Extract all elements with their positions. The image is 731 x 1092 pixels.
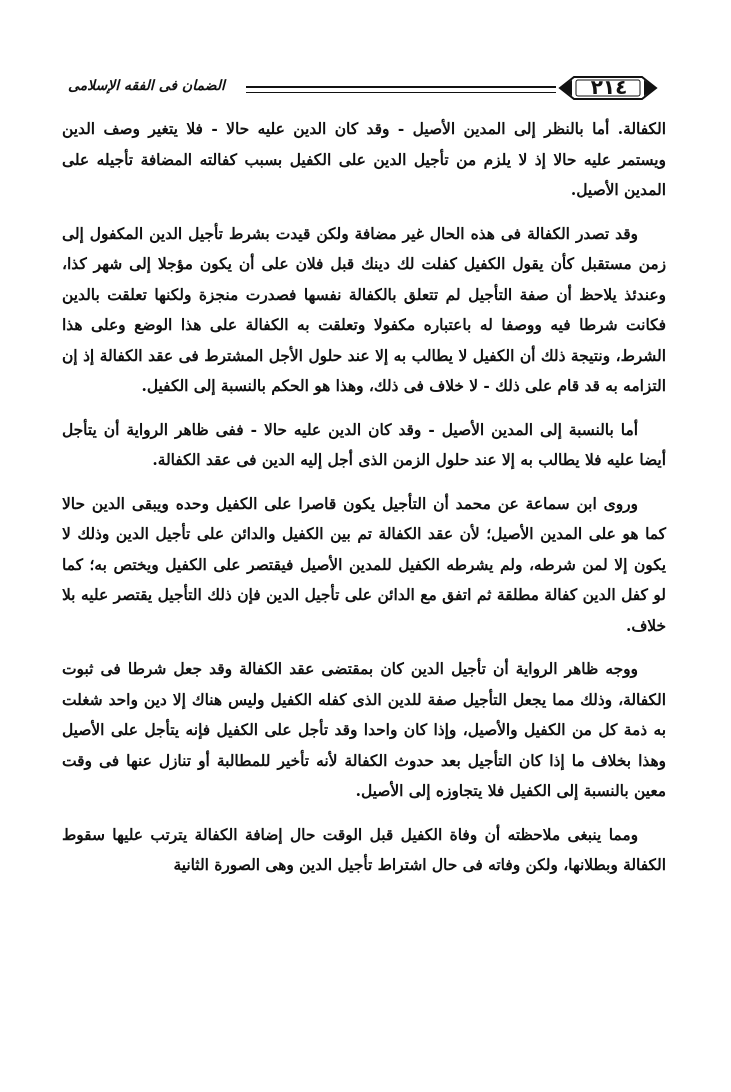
page-header xyxy=(68,72,658,106)
body-paragraph: وروى ابن سماعة عن محمد أن التأجيل يكون قاصرا على الكفيل وحده ويبقى الدين حالا كما هو على المدين الأصيل؛ لأن عقد الكفالة تم بين الكفيل والدائن على تأجيل الدين وذلك لا يكون إلا لمن شرطه، ولم يشرطه الكفيل للمدين الأصيل فيقتصر على الكفيل ويختص به؛ كما لو كفل الدين كفالة مطلقة ثم اتفق مع الدائن على تأجيل الدين فإن ذلك التأجيل يقتصر عليه بلا خلاف. xyxy=(62,494,666,635)
running-title: الضمان فى الفقه الإسلامى xyxy=(68,78,225,94)
page-number-badge xyxy=(558,72,658,104)
page-number: ٢١٤ xyxy=(590,75,628,99)
body-paragraph: الكفالة. أما بالنظر إلى المدين الأصيل - وقد كان الدين عليه حالا - فلا يتغير وصف الدين ويستمر عليه حالا إذ لا يلزم من تأجيل الدين على الكفيل بسبب كفالته المضافة تأجيله على المدين الأصيل. xyxy=(62,120,666,199)
body-paragraph: ووجه ظاهر الرواية أن تأجيل الدين كان بمقتضى عقد الكفالة وقد جعل شرطا فى ثبوت الكفالة، وذلك مما يجعل التأجيل صفة للدين الذى كفله الكفيل وليس هناك إلا دين واحد شغلت به ذمة كل من الكفيل والأصيل، وإذا كان واحدا وقد تأجل على الكفيل فإنه يتأجل على الأصيل وهذا بخلاف ما إذا كان التأجيل بعد حدوث الكفالة لأنه تأخير للمطالبة أو تنازل عنها فى وقت معين بالنسبة إلى الكفيل فلا يتجاوزه إلى الأصيل. xyxy=(62,660,666,800)
header-rule xyxy=(246,86,556,93)
document-body xyxy=(62,114,666,894)
body-paragraph: ومما ينبغى ملاحظته أن وفاة الكفيل قبل الوقت حال إضافة الكفالة يترتب عليها سقوط الكفالة وبطلانها، ولكن وفاته فى حال اشتراط تأجيل الدين وهى الصورة الثانية xyxy=(62,825,666,874)
body-paragraph: وقد تصدر الكفالة فى هذه الحال غير مضافة ولكن قيدت بشرط تأجيل الدين المكفول إلى زمن مستقبل كأن يقول الكفيل كفلت لك دينك قبل فلان على أن يكون مؤجلا إلى شهر كذا، وعندئذ يلاحظ أن صفة التأجيل لم تتعلق بالكفالة نفسها فصدرت منجزة ولكنها تعلقت بالدين فكانت شرطا فيه ووصفا له باعتباره مكفولا وتعلقت به الكفالة على هذا الوضع وعلى هذا الشرط، ونتيجة ذلك أن الكفيل لا يطالب به إلا عند حلول الأجل المشترط فى عقد الكفالة إذ إن التزامه به قد قام على ذلك - لا خلاف فى ذلك، وهذا هو الحكم بالنسبة إلى الكفيل. xyxy=(62,224,666,395)
body-paragraph: أما بالنسبة إلى المدين الأصيل - وقد كان الدين عليه حالا - ففى ظاهر الرواية أن يتأجل أيضا عليه فلا يطالب به إلا عند حلول الزمن الذى أجل إليه الدين فى عقد الكفالة. xyxy=(62,420,666,469)
